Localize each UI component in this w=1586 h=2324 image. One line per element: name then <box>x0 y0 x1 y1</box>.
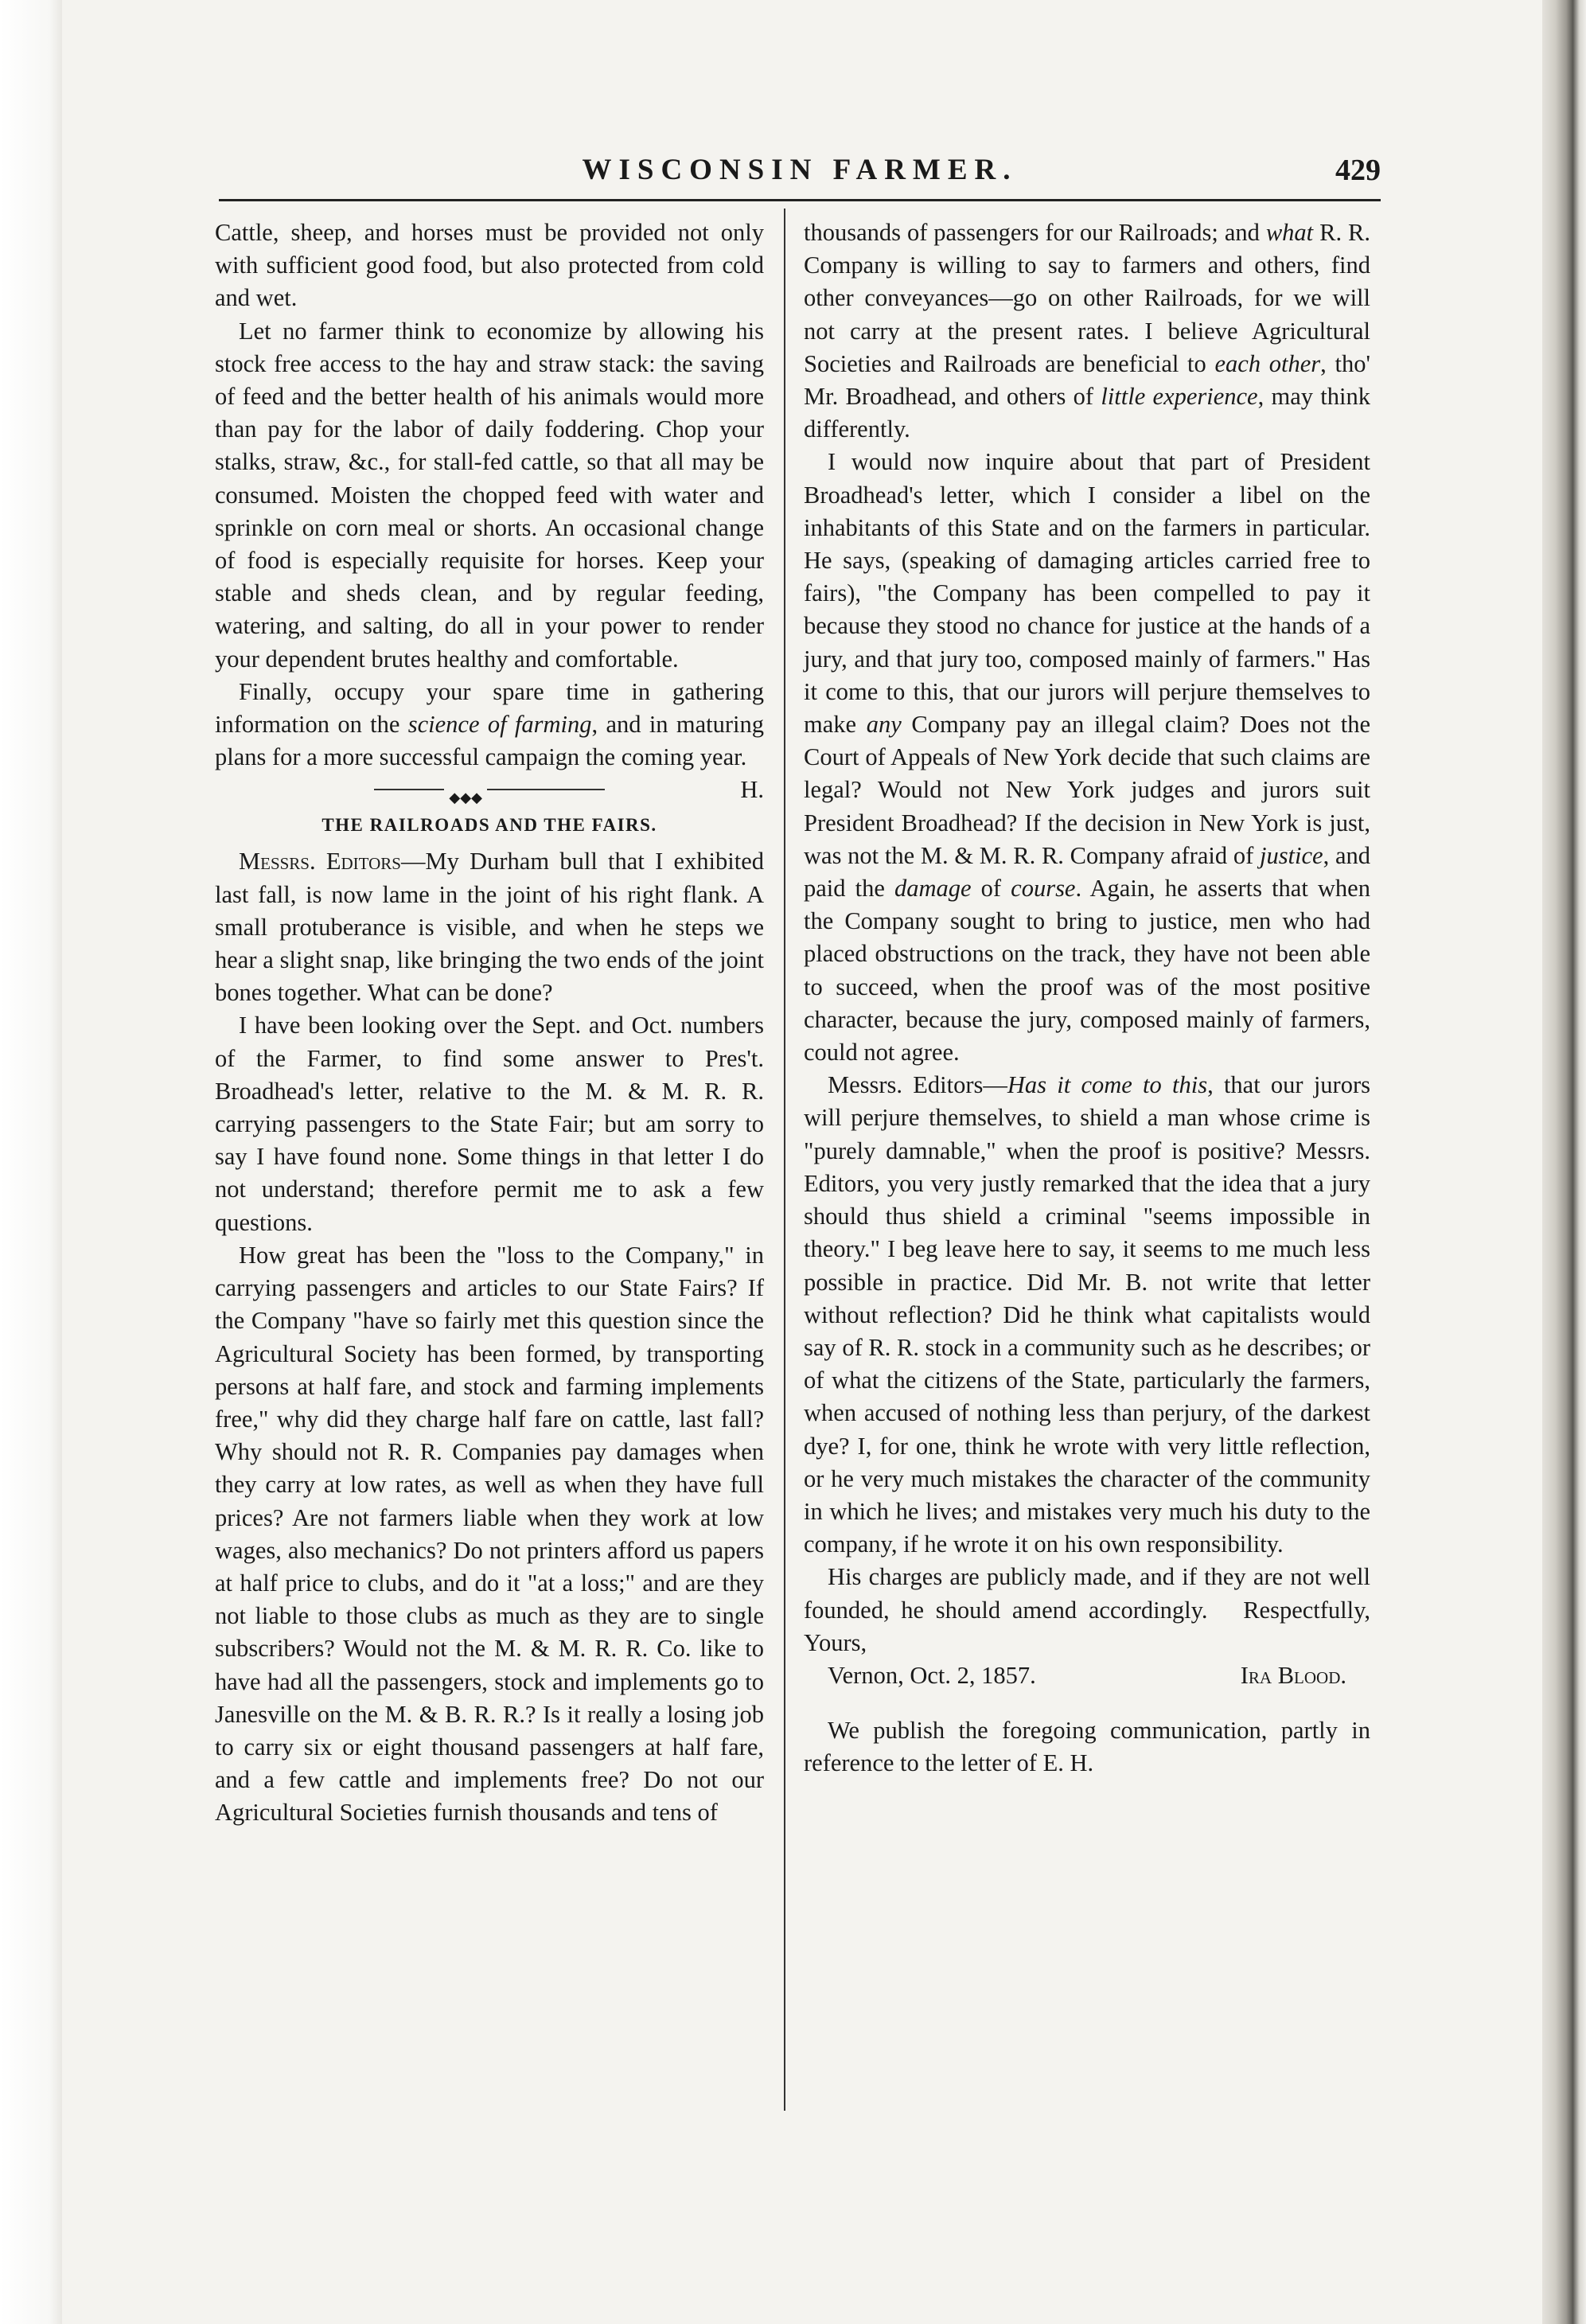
italic-text: little experience <box>1101 383 1258 411</box>
article2-paragraph <box>804 1561 1370 1659</box>
italic-text: what <box>1265 219 1314 246</box>
text-run: thousands of passengers for our Railroads; and <box>804 219 1266 246</box>
author-name: Ira Blood. <box>1240 1661 1346 1689</box>
text-run: . Again, he asserts that when the Company sought to bring to justice, men who had placed obstructions on the track, they have not been able to succeed, when the proof was of the most positive character, because the jury, composed mainly of farmers, could not agree. <box>804 875 1370 1066</box>
article2-paragraph-continued <box>804 216 1370 446</box>
italic-text: Has it come to this <box>1007 1071 1208 1099</box>
header-rule <box>219 199 1381 201</box>
article1-paragraph: Cattle, sheep, and horses must be provided not only with sufficient good food, but also protected from cold and wet. <box>215 219 764 312</box>
page-left-margin <box>0 0 62 2324</box>
text-run: —My Durham bull that I exhibited last fall, is now lame in the joint of his right flank. A small protuberance is visible, and when he steps we hear a slight snap, like bringing the two ends of the joint bones together. What can be done? <box>215 848 764 1007</box>
italic-text: course <box>1011 875 1076 903</box>
italic-text: each other <box>1214 349 1321 377</box>
ornament-rule <box>374 789 605 790</box>
right-column <box>804 216 1370 1780</box>
article2-paragraph: How great has been the "loss to the Company," in carrying passengers and articles to our State Fairs? If the Company "have so fairly met this question since the Agricultural Society has been formed, by transporting persons at half fare, and stock and farming implements free," why did they charge half fare on cattle, last fall? Why should not R. R. Companies pay damages when they carry at low rates, as well as when they have full prices? Are not farmers liable when they work at low wages, also mechanics? Do not printers afford us papers at half price to clubs, and do it "at a loss;" and are they not liable to those clubs as much as they are to single subscribers? Would not the M. & M. R. R. Co. like to have had all the passengers, stock and implements go to Janesville on the M. & B. R. R.? Is it really a losing job to carry six or eight thousand passengers at half fare, and a few cattle and implements free? Do not our Agricultural Societies furnish thousands and tens of <box>215 1241 764 1827</box>
page-number: 429 <box>1335 154 1381 187</box>
text-run: His charges are publicly made, and if they are not well founded, he should amend accordingly. <box>804 1563 1370 1624</box>
section-ornament <box>215 778 764 806</box>
text-run: , and paid the <box>804 841 1370 903</box>
article2-paragraph: I have been looking over the Sept. and Oct. numbers of the Farmer, to find some answer to Pres't. Broadhead's letter, relative to the M. & M. R. R. carrying passengers to the State Fair; but am sorry to say I have found none. Some things in that letter I do not understand; therefore permit me to ask a few questions. <box>215 1012 764 1236</box>
italic-text: justice <box>1259 841 1323 869</box>
text-run: Messrs. Editors— <box>828 1071 1007 1099</box>
column-divider <box>784 209 785 2111</box>
italic-text: any <box>866 711 902 739</box>
page-binding-edge <box>1542 0 1586 2324</box>
text-run: , tho' Mr. Broadhead, and others of <box>804 349 1370 411</box>
running-title: WISCONSIN FARMER. <box>582 154 1018 186</box>
salutation: Messrs. Editors <box>239 848 401 875</box>
article2-heading: THE RAILROADS AND THE FAIRS. <box>321 815 657 836</box>
text-run: , and in maturing plans for a more successful campaign the coming year. <box>215 711 764 771</box>
article2-paragraph <box>215 845 764 1009</box>
text-run: Company pay an illegal claim? Does not the Court of Appeals of New York decide that such claims are legal? Would not New York judges and jurors suit President Broadhead? If the decision in New York is just, was not the M. & M. R. R. Company afraid of <box>804 711 1370 869</box>
text-run: , may think differently. <box>804 383 1371 443</box>
text-run: I would now inquire about that part of President Broadhead's letter, which I consider a libel on the inhabitants of this State and on the farmers in particular. He says, (speaking of damaging articles carried free to fairs), "the Company has been compelled to pay it because they stood no chance for justice at the hands of a jury, and that jury too, composed mainly of farmers." Has it come to this, that our jurors will perjure themselves to make <box>804 448 1370 739</box>
text-run: R. R. Company is willing to say to farmers and others, find other conveyances—go on other Railroads, for we will not carry at the present rates. I believe Agricultural Societies and Railroads are beneficial to <box>804 219 1370 377</box>
article2-paragraph <box>804 446 1370 1069</box>
editorial-note: We publish the foregoing communication, partly in reference to the letter of E. H. <box>804 1717 1370 1777</box>
italic-text: damage <box>894 875 972 903</box>
signature-line <box>804 1659 1370 1692</box>
left-column <box>215 216 764 1830</box>
spacer <box>804 1692 1370 1714</box>
place-date: Vernon, Oct. 2, 1857. <box>828 1661 1036 1689</box>
article1-paragraph <box>215 676 764 804</box>
article2-paragraph <box>804 1069 1370 1561</box>
page-header <box>219 153 1381 201</box>
text-run: , that our jurors will perjure themselves, to shield a man whose crime is "purely damnable," when the proof is positive? Messrs. Editors, you very justly remarked that the idea that a jury should thus shield a criminal "seems impossible in theory." I beg leave here to say, it seems to me much less possible in practice. Did Mr. B. not write that letter without reflection? Did he think what capitalists would say of R. R. stock in a community such as he describes; or of what the citizens of the State, particularly the farmers, when accused of nothing less than perjury, of the darkest dye? I, for one, think he wrote with very little reflection, or he very much mistakes the character of the community in which he lives; and mistakes very much his duty to the company, if he wrote it on his own responsibility. <box>804 1071 1370 1558</box>
article1-signature: H. <box>740 776 764 804</box>
closing: Respectfully, Yours, <box>804 1596 1371 1656</box>
text-run: of <box>971 875 1011 903</box>
article1-paragraph: Let no farmer think to economize by allowing his stock free access to the hay and straw stack: the saving of feed and the better health of his animals would more than pay for the labor of daily foddering. Chop your stalks, straw, &c., for stall-fed cattle, so that all may be consumed. Moisten the chopped feed with water and sprinkle on corn meal or shorts. An occasional change of food is especially requisite for horses. Keep your stable and sheds clean, and by regular feeding, watering, and salting, do all in your power to render your dependent brutes healthy and comfortable. <box>215 317 764 673</box>
italic-text: science of farming <box>407 711 592 739</box>
ornament-glyph: ◆◆◆ <box>444 786 487 809</box>
text-run: Finally, occupy your spare time in gathering information on the <box>215 677 764 739</box>
